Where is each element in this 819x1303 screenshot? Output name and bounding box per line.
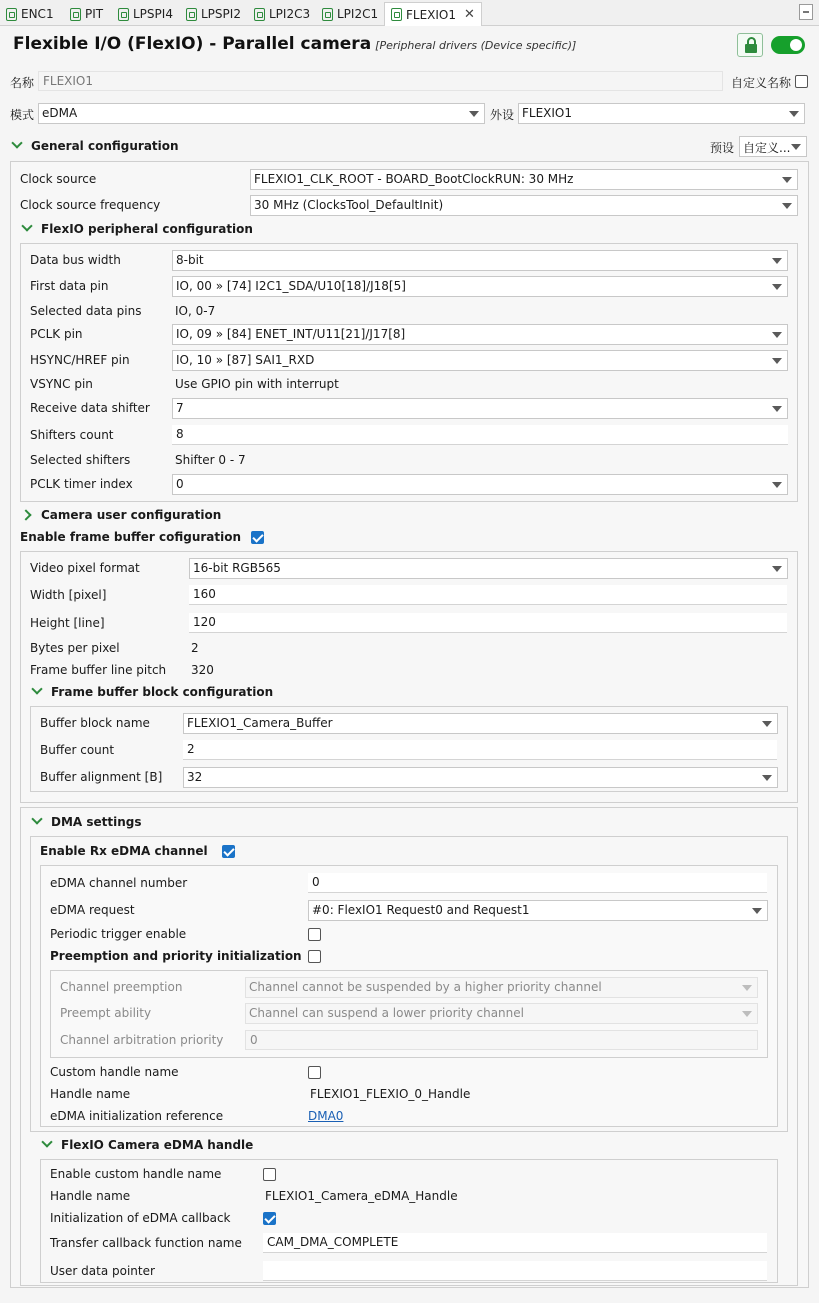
- first-pin-value: IO, 00 » [74] I2C1_SDA/U10[18]/J18[5]: [176, 279, 406, 293]
- rx-shifter-select[interactable]: [172, 398, 788, 419]
- buffer-name-select[interactable]: [183, 713, 778, 734]
- buffer-align-select[interactable]: [183, 767, 778, 788]
- preset-value: 自定义...: [743, 141, 791, 155]
- chevron-down-icon: [772, 566, 782, 572]
- init-callback-checkbox[interactable]: [263, 1212, 276, 1225]
- pclk-timer-label: PCLK timer index: [30, 477, 133, 491]
- tab-label: FLEXIO1: [406, 7, 457, 22]
- tab-lpi2c3[interactable]: [254, 2, 310, 26]
- component-icon: [254, 8, 265, 21]
- init-reference-link[interactable]: DMA0: [308, 1109, 344, 1123]
- pixel-format-label: Video pixel format: [30, 561, 140, 575]
- tab-flexio1[interactable]: [384, 2, 482, 26]
- buffer-align-label: Buffer alignment [B]: [40, 770, 163, 784]
- tab-enc1[interactable]: [6, 2, 54, 26]
- camera-edma-heading: FlexIO Camera eDMA handle: [61, 1138, 254, 1152]
- clock-freq-select[interactable]: [250, 195, 798, 216]
- preempt-ability-select: [245, 1003, 758, 1024]
- pixel-format-value: 16-bit RGB565: [193, 561, 281, 575]
- tab-label: LPSPI2: [201, 7, 241, 21]
- preset-label: 预设: [710, 141, 735, 155]
- handle-name-value: FLEXIO1_FLEXIO_0_Handle: [310, 1087, 471, 1101]
- width-label: Width [pixel]: [30, 588, 107, 602]
- arbitration-priority-field: 0: [245, 1030, 758, 1050]
- buffer-name-value: FLEXIO1_Camera_Buffer: [187, 716, 333, 730]
- chevron-down-icon: [762, 775, 772, 781]
- component-icon: [118, 8, 129, 21]
- width-field[interactable]: 160: [189, 585, 787, 605]
- callback-name-field[interactable]: CAM_DMA_COMPLETE: [263, 1233, 767, 1253]
- buffer-name-label: Buffer block name: [40, 716, 150, 730]
- pclk-pin-value: IO, 09 » [84] ENET_INT/U11[21]/J17[8]: [176, 327, 406, 341]
- chevron-down-icon: [772, 332, 782, 338]
- title-text: Flexible I/O (FlexIO) - Parallel camera: [13, 34, 372, 54]
- channel-number-field[interactable]: 0: [308, 873, 767, 893]
- peripheral-config-heading: FlexIO peripheral configuration: [41, 222, 253, 236]
- edma-request-select[interactable]: [308, 900, 768, 921]
- tab-label: LPI2C3: [269, 7, 311, 21]
- arbitration-priority-label: Channel arbitration priority: [60, 1033, 224, 1047]
- bus-width-select[interactable]: [172, 250, 788, 271]
- chevron-down-icon: [772, 258, 782, 264]
- custom-name-checkbox[interactable]: [795, 75, 808, 88]
- selected-pins-value: IO, 0-7: [175, 304, 216, 318]
- bus-width-label: Data bus width: [30, 253, 121, 267]
- chevron-down-icon: [742, 985, 752, 991]
- preset-select[interactable]: [739, 136, 807, 157]
- chevron-down-icon: [772, 482, 782, 488]
- chevron-down-icon: [469, 111, 479, 117]
- mode-select[interactable]: [38, 103, 485, 124]
- chevron-down-icon: [791, 144, 801, 150]
- tab-list-menu-icon[interactable]: [799, 4, 813, 20]
- tab-pit[interactable]: [70, 2, 103, 26]
- camera-handle-name-value: FLEXIO1_Camera_eDMA_Handle: [265, 1189, 458, 1203]
- camera-handle-name-label: Handle name: [50, 1189, 131, 1203]
- user-data-label: User data pointer: [50, 1264, 155, 1278]
- user-data-field[interactable]: [263, 1261, 767, 1281]
- init-reference-label: eDMA initialization reference: [50, 1109, 224, 1123]
- vsync-pin-value: Use GPIO pin with interrupt: [175, 377, 339, 391]
- shifters-count-field[interactable]: 8: [172, 425, 788, 445]
- channel-preemption-select: [245, 977, 758, 998]
- page-title: [13, 34, 576, 54]
- frame-buffer-enable-checkbox[interactable]: [251, 531, 264, 544]
- buffer-count-field[interactable]: 2: [183, 740, 777, 760]
- component-icon: [70, 8, 81, 21]
- edma-request-label: eDMA request: [50, 903, 135, 917]
- clock-freq-value: 30 MHz (ClocksTool_DefaultInit): [254, 198, 444, 212]
- bytes-per-pixel-value: 2: [191, 641, 199, 655]
- bytes-per-pixel-label: Bytes per pixel: [30, 641, 120, 655]
- chevron-down-icon: [752, 908, 762, 914]
- peripheral-select[interactable]: [518, 103, 805, 124]
- callback-name-label: Transfer callback function name: [50, 1236, 242, 1250]
- frame-buffer-enable-label: Enable frame buffer cofiguration: [20, 530, 242, 544]
- chevron-down-icon: [772, 284, 782, 290]
- line-pitch-label: Frame buffer line pitch: [30, 663, 167, 677]
- tab-label: ENC1: [21, 7, 54, 21]
- component-icon: [391, 8, 402, 21]
- vsync-pin-label: VSYNC pin: [30, 377, 93, 391]
- channel-preemption-label: Channel preemption: [60, 980, 183, 994]
- camera-custom-handle-checkbox[interactable]: [263, 1168, 276, 1181]
- general-config-heading: General configuration: [31, 139, 179, 153]
- preempt-ability-label: Preempt ability: [60, 1006, 152, 1020]
- line-pitch-value: 320: [191, 663, 214, 677]
- enable-rx-label: Enable Rx eDMA channel: [40, 844, 208, 858]
- channel-preemption-value: Channel cannot be suspended by a higher priority channel: [249, 980, 602, 994]
- tab-label: PIT: [85, 7, 104, 21]
- chevron-down-icon[interactable]: [11, 137, 22, 148]
- pclk-timer-value: 0: [176, 477, 184, 491]
- tab-lpspi4[interactable]: [118, 2, 173, 26]
- periodic-trigger-label: Periodic trigger enable: [50, 927, 187, 941]
- camera-custom-handle-label: Enable custom handle name: [50, 1167, 222, 1181]
- enable-toggle[interactable]: [771, 36, 805, 54]
- tab-lpspi2[interactable]: [186, 2, 241, 26]
- pclk-pin-label: PCLK pin: [30, 327, 83, 341]
- custom-handle-label: Custom handle name: [50, 1065, 179, 1079]
- selected-shifters-value: Shifter 0 - 7: [175, 453, 246, 467]
- dma-settings-heading: DMA settings: [51, 815, 142, 829]
- preemption-init-label: Preemption and priority initialization: [50, 949, 302, 963]
- pixel-format-select[interactable]: [189, 558, 788, 579]
- custom-handle-checkbox[interactable]: [308, 1066, 321, 1079]
- editor-tab-bar: [0, 0, 819, 26]
- component-icon: [6, 8, 17, 21]
- close-icon[interactable]: ✕: [464, 7, 475, 22]
- chevron-down-icon: [789, 111, 799, 117]
- chevron-down-icon: [782, 203, 792, 209]
- chevron-down-icon: [782, 177, 792, 183]
- rx-shifter-label: Receive data shifter: [30, 401, 150, 415]
- clock-source-select[interactable]: [250, 169, 798, 190]
- preemption-init-checkbox[interactable]: [308, 950, 321, 963]
- init-callback-label: Initialization of eDMA callback: [50, 1211, 231, 1225]
- periodic-trigger-checkbox[interactable]: [308, 928, 321, 941]
- chevron-down-icon: [742, 1011, 752, 1017]
- tab-label: LPSPI4: [133, 7, 173, 21]
- chevron-down-icon: [772, 358, 782, 364]
- shifters-count-label: Shifters count: [30, 428, 114, 442]
- rx-shifter-value: 7: [176, 401, 184, 415]
- pclk-pin-select[interactable]: [172, 324, 788, 345]
- tab-label: LPI2C1: [337, 7, 379, 21]
- selected-shifters-label: Selected shifters: [30, 453, 131, 467]
- selected-pins-label: Selected data pins: [30, 304, 142, 318]
- clock-source-value: FLEXIO1_CLK_ROOT - BOARD_BootClockRUN: 30 MHz: [254, 172, 574, 186]
- bus-width-value: 8-bit: [176, 253, 204, 267]
- buffer-block-heading: Frame buffer block configuration: [51, 685, 274, 699]
- peripheral-label: 外设: [490, 108, 515, 122]
- component-icon: [186, 8, 197, 21]
- buffer-align-value: 32: [187, 770, 203, 784]
- edma-request-value: #0: FlexIO1 Request0 and Request1: [312, 903, 530, 917]
- channel-number-label: eDMA channel number: [50, 876, 188, 890]
- peripheral-value: FLEXIO1: [522, 106, 573, 120]
- first-pin-select[interactable]: [172, 276, 788, 297]
- custom-name-label: 自定义名称: [731, 76, 792, 90]
- hsync-pin-label: HSYNC/HREF pin: [30, 353, 130, 367]
- preempt-ability-value: Channel can suspend a lower priority channel: [249, 1006, 524, 1020]
- height-label: Height [line]: [30, 616, 105, 630]
- chevron-down-icon: [772, 406, 782, 412]
- page-subtitle: [Peripheral drivers (Device specific)]: [375, 39, 577, 52]
- hsync-pin-select[interactable]: [172, 350, 788, 371]
- name-label: 名称: [10, 76, 35, 90]
- mode-label: 模式: [10, 108, 35, 122]
- component-icon: [322, 8, 333, 21]
- mode-value: eDMA: [42, 106, 78, 120]
- unlock-icon[interactable]: [737, 33, 763, 57]
- clock-source-label: Clock source: [20, 172, 97, 186]
- clock-freq-label: Clock source frequency: [20, 198, 161, 212]
- tab-lpi2c1[interactable]: [322, 2, 378, 26]
- enable-rx-checkbox[interactable]: [222, 845, 235, 858]
- first-pin-label: First data pin: [30, 279, 109, 293]
- handle-name-label: Handle name: [50, 1087, 131, 1101]
- name-field: FLEXIO1: [38, 71, 723, 91]
- pclk-timer-select[interactable]: [172, 474, 788, 495]
- height-field[interactable]: 120: [189, 613, 787, 633]
- camera-user-config-heading: Camera user configuration: [41, 508, 222, 522]
- buffer-count-label: Buffer count: [40, 743, 115, 757]
- chevron-down-icon: [762, 721, 772, 727]
- hsync-pin-value: IO, 10 » [87] SAI1_RXD: [176, 353, 315, 367]
